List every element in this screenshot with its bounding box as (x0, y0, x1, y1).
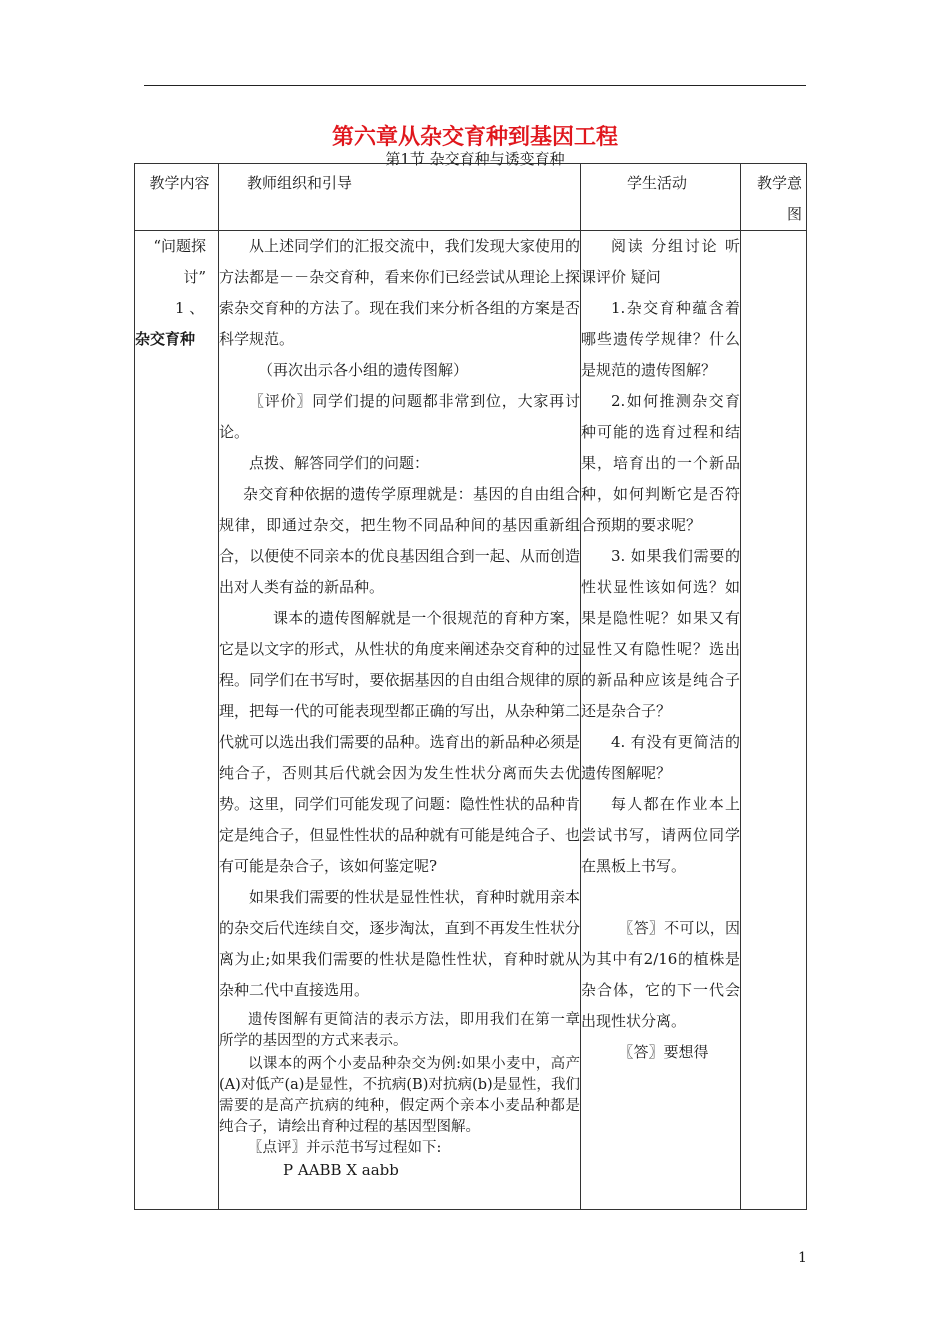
content-cell (135, 231, 219, 1210)
section-subtitle: 第1节 杂交育种与诱变育种 (385, 150, 565, 168)
page-number: 1 (798, 1250, 807, 1266)
student-paragraph: 〖答〗要想得 (618, 1043, 709, 1061)
header-teacher: 教师组织和引导 (219, 164, 581, 231)
teacher-cell (219, 231, 581, 1210)
teacher-paragraph: 〖评价〗同学们提的问题都非常到位，大家再讨论。 (219, 392, 580, 441)
student-paragraph: 1.杂交育种蕴含着哪些遗传学规律？什么是规范的遗传图解？ (581, 299, 740, 379)
table-header-row (135, 164, 807, 231)
item-number: 1 、 (175, 299, 205, 317)
header-rule (144, 85, 806, 86)
teacher-paragraph: 杂交育种依据的遗传学原理就是：基因的自由组合规律，即通过杂交，把生物不同品种间的基因重新组合，以便使不同亲本的优良基因组合到一起、从而创造出对人类有益的新品种。 (219, 485, 580, 596)
student-paragraph: 3. 如果我们需要的性状显性该如何选？如果是隐性呢？如果又有显性又有隐性呢？选出的新品种应该是纯合子还是杂合子？ (581, 547, 740, 720)
teacher-paragraph: 点拨、解答同学们的问题： (249, 454, 430, 472)
teacher-paragraph: 〖点评〗并示范书写过程如下: (248, 1140, 442, 1156)
header-content: 教学内容 (135, 164, 219, 231)
student-paragraph: 每人都在作业本上尝试书写，请两位同学在黑板上书写。 (581, 795, 740, 875)
teacher-paragraph: 从上述同学们的汇报交流中，我们发现大家使用的方法都是－－杂交育种，看来你们已经尝试从理论上探索杂交育种的方法了。现在我们来分析各组的方案是否科学规范。 (219, 237, 580, 348)
chapter-title: 第六章从杂交育种到基因工程 (331, 125, 618, 150)
student-paragraph: 〖答〗不可以，因为其中有2/16的植株是杂合体，它的下一代会出现性状分离。 (581, 919, 740, 1030)
teacher-paragraph: 以课本的两个小麦品种杂交为例:如果小麦中，高产(A)对低产(a)是显性，不抗病(B)对抗病(b)是显性，我们需要的是高产抗病的纯种，假定两个亲本小麦品种都是纯合子，请绘出育种过程的基因型图解。 (219, 1056, 580, 1135)
intent-cell (741, 231, 807, 1210)
lesson-plan-table (134, 163, 807, 1210)
student-paragraph: 2.如何推测杂交育种可能的选育过程和结果，培育出的一个新品种，如何判断它是否符合预期的要求呢？ (581, 392, 740, 534)
teacher-paragraph: 遗传图解有更简洁的表示方法，即用我们在第一章所学的基因型的方式来表示。 (219, 1012, 580, 1049)
problem-discussion-label: “问题探讨” (153, 237, 206, 286)
table-row (135, 231, 807, 1210)
header-student: 学生活动 (581, 164, 741, 231)
student-paragraph: 阅读 分组讨论 听课评价 疑问 (581, 237, 740, 286)
student-paragraph: 4. 有没有更简洁的遗传图解呢？ (581, 733, 740, 782)
header-intent: 教学意图 (741, 164, 807, 231)
teacher-paragraph: 课本的遗传图解就是一个很规范的育种方案，它是以文字的形式，从性状的角度来阐述杂交育种的过程。同学们在书写时，要依据基因的自由组合规律的原理，把每一代的可能表现型都正确的写出，从杂种第二代就可以选出我们需要的品种。选育出的新品种必须是纯合子，否则其后代就会因为发生性状分离而失去优势。这里，同学们可能发现了问题：隐性性状的品种肯定是纯合子，但显性性状的品种就有可能是纯合子、也有可能是杂合子，该如何鉴定呢? (219, 609, 580, 875)
student-cell (581, 231, 741, 1210)
teacher-paragraph: （再次出示各小组的遗传图解） (258, 361, 469, 379)
topic-label: 杂交育种 (135, 330, 196, 348)
teacher-paragraph: 如果我们需要的性状是显性性状，育种时就用亲本的杂交后代连续自交，逐步淘汰，直到不再发生性状分离为止;如果我们需要的性状是隐性性状，育种时就从杂种二代中直接选用。 (219, 888, 580, 999)
cross-formula: P AABB X aabb (283, 1161, 399, 1179)
